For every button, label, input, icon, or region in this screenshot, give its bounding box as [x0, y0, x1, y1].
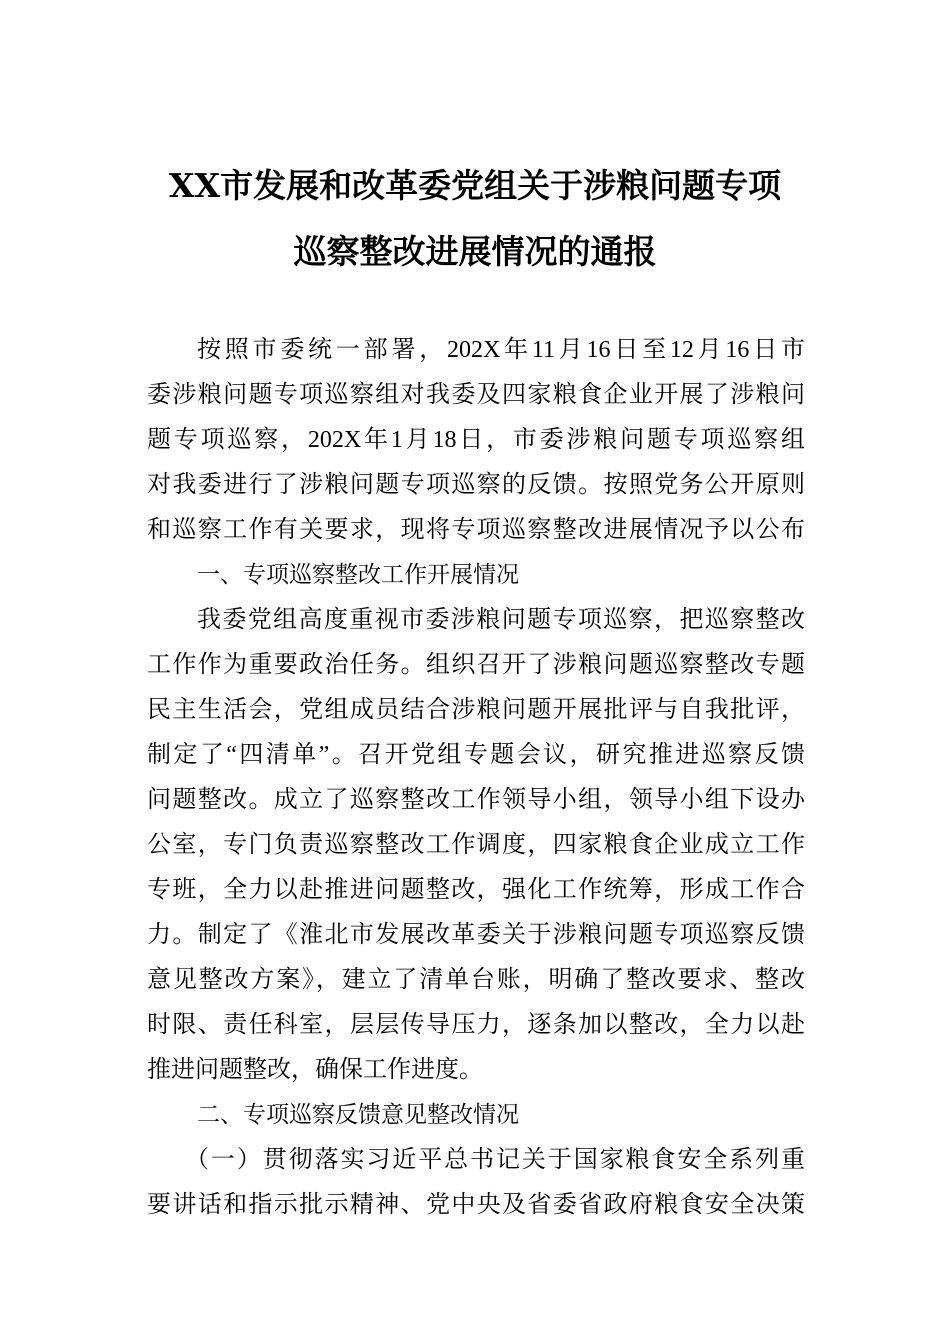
- section-1-line: 我委党组高度重视市委涉粮问题专项巡察，把巡察整改: [197, 607, 805, 633]
- intro-line: 对我委进行了涉粮问题专项巡察的反馈。按照党务公开原则: [147, 472, 805, 498]
- title-line-1: XX市发展和改革委党组关于涉粮问题专项: [168, 166, 782, 205]
- document-title: [0, 153, 950, 285]
- intro-line: 委涉粮问题专项巡察组对我委及四家粮食企业开展了涉粮问: [147, 382, 805, 408]
- section-1-line: 问题整改。成立了巡察整改工作领导小组，领导小组下设办: [147, 787, 805, 813]
- section-1-line: 力。制定了《淮北市发展改革委关于涉粮问题专项巡察反馈: [147, 922, 805, 948]
- section-2-line: 要讲话和指示批示精神、党中央及省委省政府粮食安全决策: [147, 1192, 805, 1218]
- intro-line: 按照市委统一部署，202X年11月16日至12月16日市: [197, 337, 805, 363]
- section-1-line: 民主生活会，党组成员结合涉粮问题开展批评与自我批评，: [147, 697, 805, 723]
- section-1-line: 工作作为重要政治任务。组织召开了涉粮问题巡察整改专题: [147, 652, 805, 678]
- document-body: [147, 328, 805, 1228]
- section-1-heading: 一、专项巡察整改工作开展情况: [197, 562, 519, 588]
- section-2-line: （一）贯彻落实习近平总书记关于国家粮食安全系列重: [185, 1147, 805, 1173]
- section-1-line: 推进问题整改，确保工作进度。: [147, 1057, 483, 1083]
- section-1-line: 制定了“四清单”。召开党组专题会议，研究推进巡察反馈: [147, 742, 805, 768]
- intro-line: 和巡察工作有关要求，现将专项巡察整改进展情况予以公布: [147, 517, 805, 543]
- section-2-heading: 二、专项巡察反馈意见整改情况: [197, 1102, 519, 1128]
- section-1-line: 公室，专门负责巡察整改工作调度，四家粮食企业成立工作: [147, 832, 805, 858]
- title-line-2: 巡察整改进展情况的通报: [293, 232, 657, 271]
- section-1-line: 意见整改方案》，建立了清单台账，明确了整改要求、整改: [147, 967, 805, 993]
- section-1-line: 时限、责任科室，层层传导压力，逐条加以整改，全力以赴: [147, 1012, 805, 1038]
- intro-line: 题专项巡察，202X年1月18日，市委涉粮问题专项巡察组: [147, 427, 805, 453]
- section-1-line: 专班，全力以赴推进问题整改，强化工作统筹，形成工作合: [147, 877, 805, 903]
